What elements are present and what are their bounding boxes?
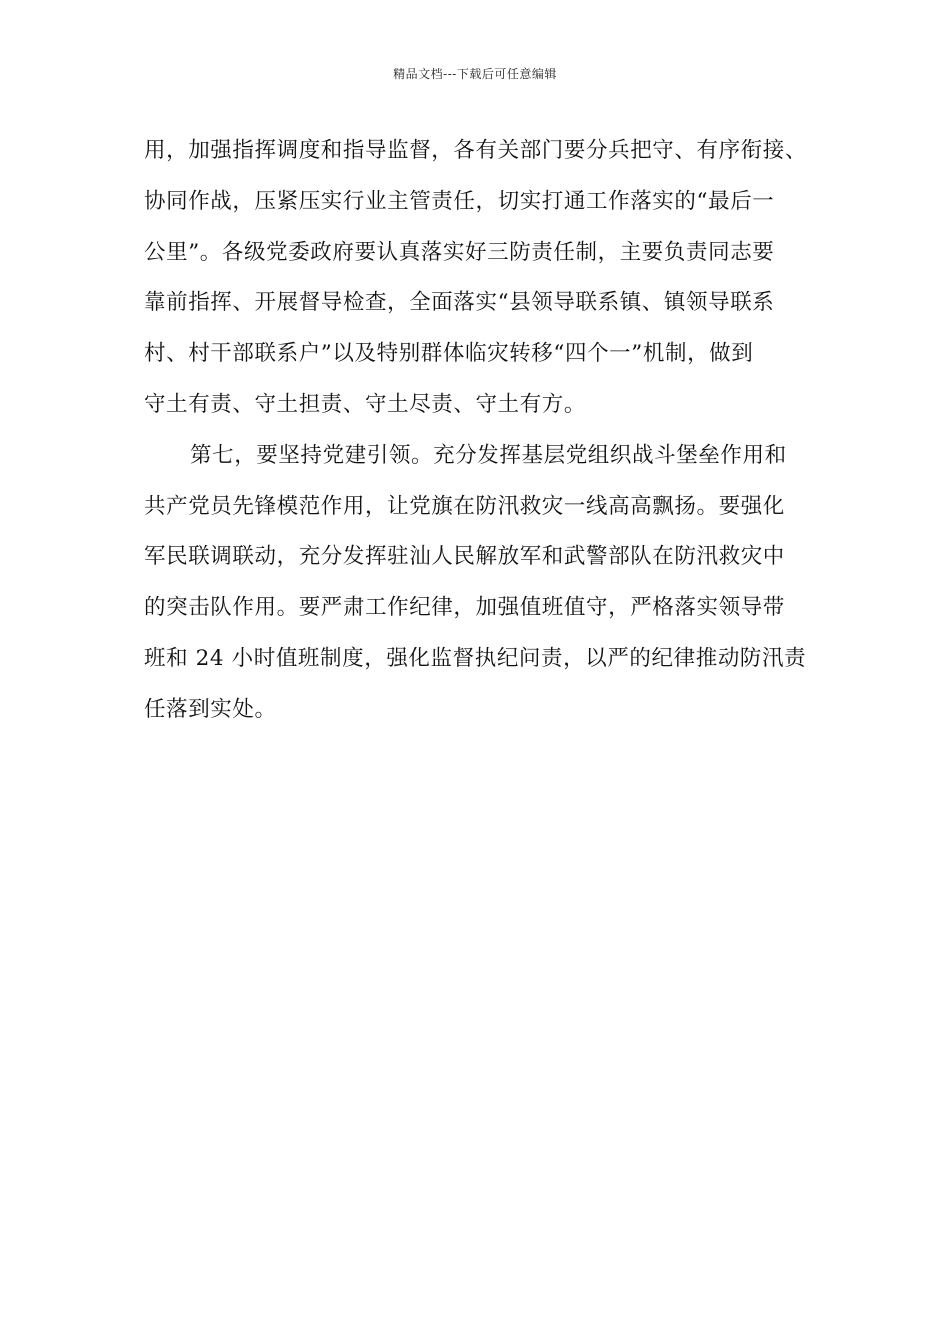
paragraph-line: 协同作战，压紧压实行业主管责任，切实打通工作落实的“最后一 <box>144 188 775 214</box>
document-body <box>144 126 814 736</box>
paragraph-line: 用，加强指挥调度和指导监督，各有关部门要分兵把守、有序衔接、 <box>144 138 808 163</box>
paragraph-line: 共产党员先锋模范作用，让党旗在防汛救灾一线高高飘扬。要强化 <box>144 493 785 519</box>
paragraph-2 <box>144 431 814 736</box>
paragraph-line: 任落到实处。 <box>144 696 277 722</box>
paragraph-line: 的突击队作用。要严肃工作纪律，加强值班值守，严格落实领导带 <box>144 595 785 621</box>
paragraph-line: 班和 24 小时值班制度，强化监督执纪问责，以严的纪律推动防汛责 <box>144 645 807 671</box>
paragraph-1 <box>144 126 814 431</box>
paragraph-line: 第七，要坚持党建引领。充分发挥基层党组织战斗堡垒作用和 <box>190 442 787 468</box>
paragraph-line: 守土有责、守土担责、守土尽责、守土有方。 <box>144 391 587 417</box>
paragraph-line: 军民联调联动，充分发挥驻汕人民解放军和武警部队在防汛救灾中 <box>144 544 785 570</box>
page-header: 精品文档---下载后可任意编辑 <box>393 67 557 81</box>
paragraph-line: 公里”。各级党委政府要认真落实好三防责任制，主要负责同志要 <box>144 239 775 265</box>
paragraph-line: 靠前指挥、开展督导检查，全面落实“县领导联系镇、镇领导联系 <box>144 290 775 316</box>
paragraph-line: 村、村干部联系户”以及特别群体临灾转移“四个一”机制，做到 <box>144 341 754 367</box>
